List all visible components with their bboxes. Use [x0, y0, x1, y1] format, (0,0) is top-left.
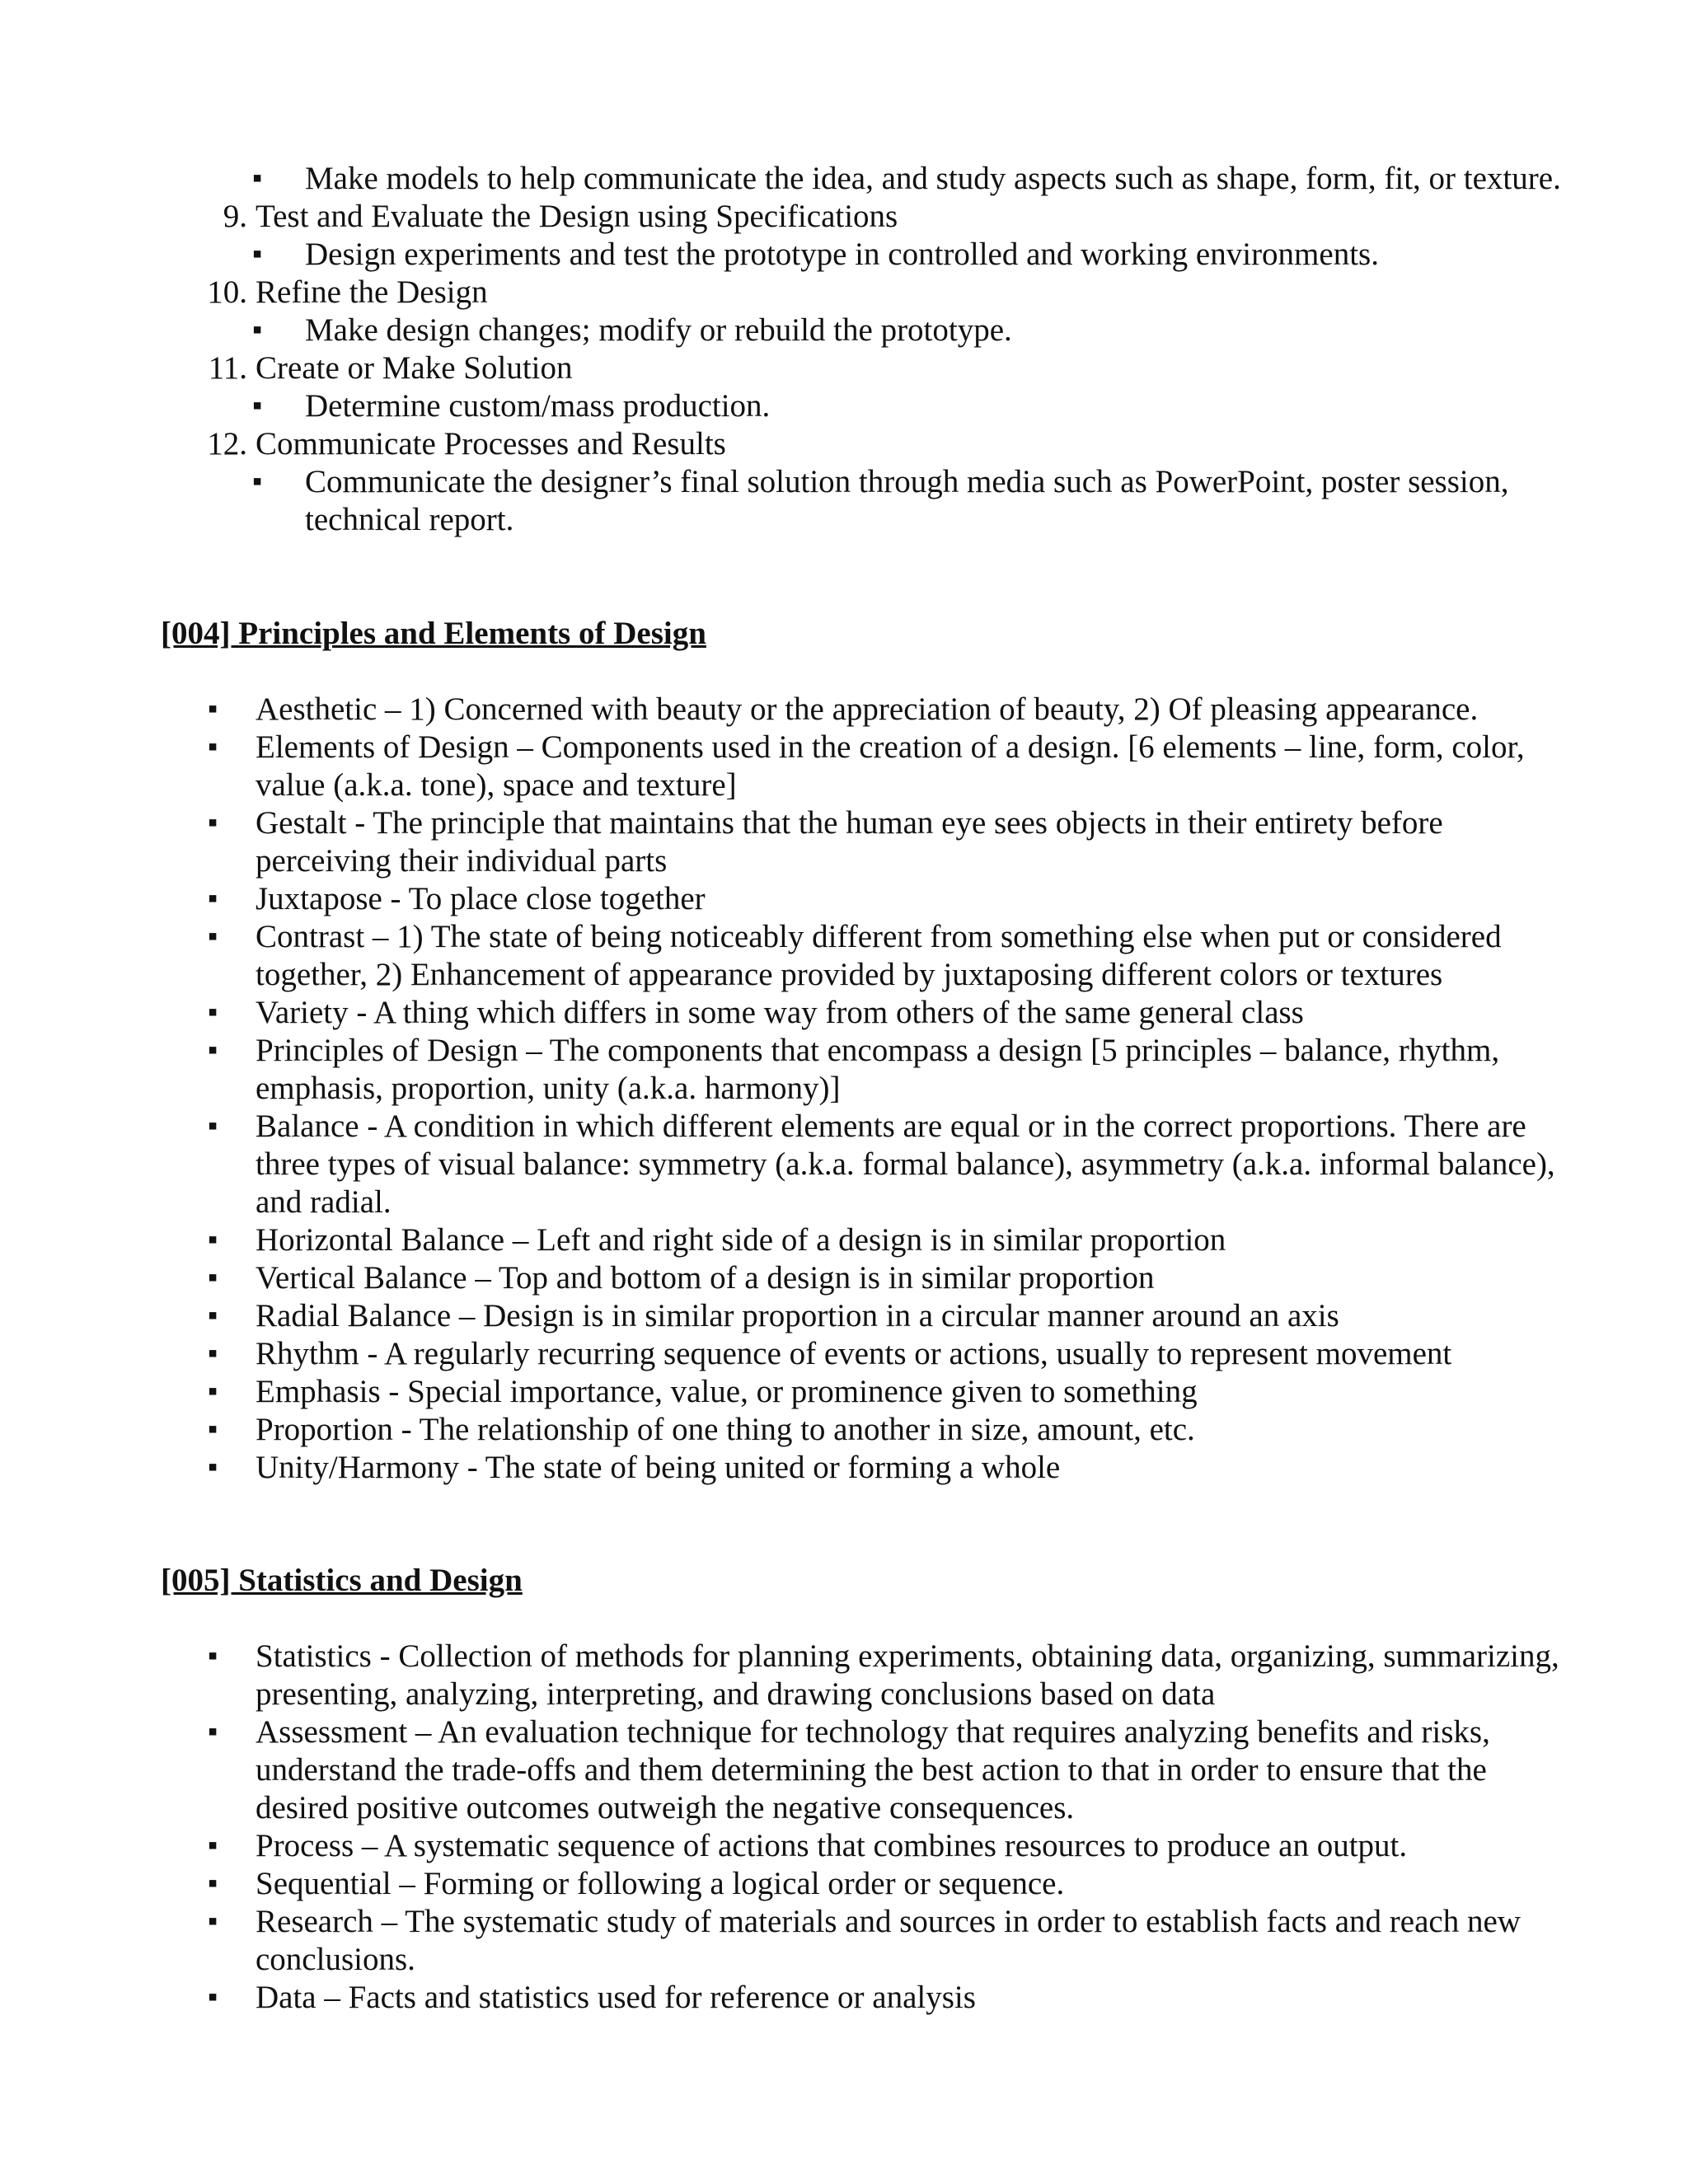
step-number: 11.	[208, 350, 247, 386]
section-005-list	[0, 1638, 1688, 2017]
list-item: ▪ Proportion - The relationship of one thing to another in size, amount, etc.	[0, 1411, 1688, 1449]
step-8-sub-item: ▪ Make models to help communicate the idea, and study aspects such as shape, form, fit, or texture.	[0, 160, 1688, 198]
list-item: ▪ Aesthetic – 1) Concerned with beauty or the appreciation of beauty, 2) Of pleasing appearance.	[0, 691, 1688, 729]
list-item: ▪ Research – The systematic study of materials and sources in order to establish facts and reach new conclusions.	[0, 1903, 1688, 1979]
list-item: ▪ Emphasis - Special importance, value, or prominence given to something	[0, 1373, 1688, 1411]
list-item: ▪ Assessment – An evaluation technique for technology that requires analyzing benefits and risks, understand the trade-offs and them determining the best action to that in order to ensure that the desired positive outcomes outweigh the negative consequences.	[0, 1713, 1688, 1827]
step-9-sub-item: ▪ Design experiments and test the prototype in controlled and working environments.	[0, 236, 1688, 274]
design-steps-list	[0, 160, 1688, 539]
section-005-heading: [005] Statistics and Design	[161, 1563, 523, 1598]
step-title: Test and Evaluate the Design using Specifications	[256, 199, 898, 234]
list-item: ▪ Unity/Harmony - The state of being united or forming a whole	[0, 1449, 1688, 1487]
step-title: Refine the Design	[256, 274, 488, 310]
list-item: ▪ Balance - A condition in which different elements are equal or in the correct proportions. There are three types of visual balance: symmetry (a.k.a. formal balance), asymmetry (a.k.a. informal balance), and radial.	[0, 1108, 1688, 1221]
list-item: ▪ Process – A systematic sequence of actions that combines resources to produce an output.	[0, 1827, 1688, 1865]
list-item: ▪ Juxtapose - To place close together	[0, 880, 1688, 918]
list-item: ▪ Elements of Design – Components used in the creation of a design. [6 elements – line, form, color, value (a.k.a. tone), space and texture]	[0, 729, 1688, 804]
list-item: ▪ Gestalt - The principle that maintains that the human eye sees objects in their entirety before perceiving their individual parts	[0, 804, 1688, 880]
list-item: ▪ Horizontal Balance – Left and right side of a design is in similar proportion	[0, 1221, 1688, 1259]
step-11	[0, 349, 1688, 387]
step-10-sub-item: ▪ Make design changes; modify or rebuild the prototype.	[0, 312, 1688, 349]
list-item: ▪ Sequential – Forming or following a logical order or sequence.	[0, 1865, 1688, 1903]
step-12-sub-item: ▪ Communicate the designer’s final solution through media such as PowerPoint, poster session, technical report.	[0, 463, 1688, 539]
list-item: ▪ Data – Facts and statistics used for reference or analysis	[0, 1979, 1688, 2017]
list-item: ▪ Statistics - Collection of methods for planning experiments, obtaining data, organizing, summarizing, presenting, analyzing, interpreting, and drawing conclusions based on data	[0, 1638, 1688, 1713]
step-title: Communicate Processes and Results	[256, 426, 726, 462]
list-item: ▪ Vertical Balance – Top and bottom of a design is in similar proportion	[0, 1259, 1688, 1297]
step-number: 12.	[207, 426, 247, 462]
step-10	[0, 274, 1688, 312]
list-item: ▪ Variety - A thing which differs in some way from others of the same general class	[0, 994, 1688, 1032]
section-004-heading: [004] Principles and Elements of Design	[161, 616, 706, 651]
section-004-list	[0, 691, 1688, 1487]
list-item: ▪ Rhythm - A regularly recurring sequence of events or actions, usually to represent movement	[0, 1335, 1688, 1373]
step-number: 10.	[207, 274, 247, 310]
list-item: ▪ Radial Balance – Design is in similar proportion in a circular manner around an axis	[0, 1297, 1688, 1335]
list-item: ▪ Contrast – 1) The state of being noticeably different from something else when put or considered together, 2) Enhancement of appearance provided by juxtaposing different colors or textures	[0, 918, 1688, 994]
step-title: Create or Make Solution	[256, 350, 573, 386]
step-12	[0, 425, 1688, 463]
list-item: ▪ Principles of Design – The components that encompass a design [5 principles – balance, rhythm, emphasis, proportion, unity (a.k.a. harmony)]	[0, 1032, 1688, 1108]
step-11-sub-item: ▪ Determine custom/mass production.	[0, 387, 1688, 425]
step-9	[0, 198, 1688, 236]
step-number: 9.	[223, 199, 247, 234]
